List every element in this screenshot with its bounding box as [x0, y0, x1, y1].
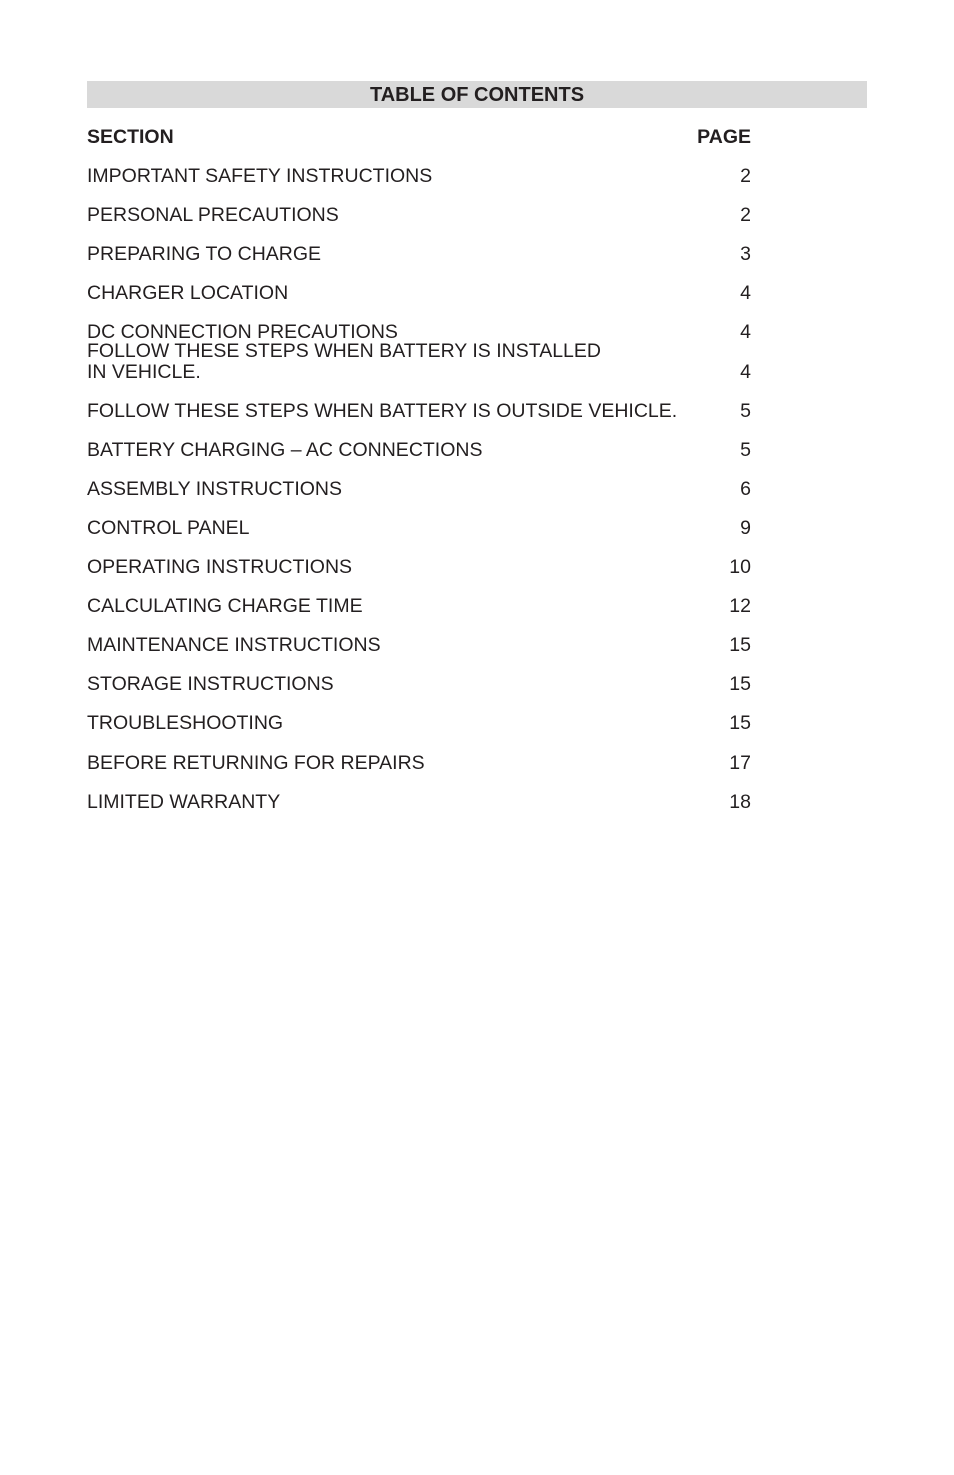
toc-entry[interactable] [87, 401, 751, 422]
toc-entry-section: PERSONAL PRECAUTIONS [87, 204, 339, 226]
toc-entry[interactable] [87, 713, 751, 734]
toc-entry-section: STORAGE INSTRUCTIONS [87, 673, 334, 695]
toc-entry[interactable] [87, 635, 751, 656]
toc-entry-page: 5 [740, 400, 751, 422]
toc-entry-section: CALCULATING CHARGE TIME [87, 595, 363, 617]
page-column-header: PAGE [697, 126, 751, 148]
toc-entry-page: 3 [740, 243, 751, 265]
toc-entry-page: 15 [729, 712, 751, 734]
toc-title: TABLE OF CONTENTS [87, 81, 867, 108]
toc-entry[interactable] [87, 596, 751, 617]
toc-entry[interactable] [87, 753, 751, 774]
toc-entry-section: MAINTENANCE INSTRUCTIONS [87, 634, 381, 656]
toc-entry[interactable] [87, 674, 751, 695]
toc-entry-section: FOLLOW THESE STEPS WHEN BATTERY IS OUTSIDE VEHICLE. [87, 400, 678, 422]
toc-entry[interactable] [87, 205, 751, 226]
toc-entry-page: 4 [740, 321, 751, 343]
toc-entry-page: 12 [729, 595, 751, 617]
toc-entry-section: ASSEMBLY INSTRUCTIONS [87, 478, 342, 500]
toc-entry-page: 6 [740, 478, 751, 500]
toc-entry-section: FOLLOW THESE STEPS WHEN BATTERY IS INSTALLED IN VEHICLE. [87, 340, 601, 383]
toc-entry-section: PREPARING TO CHARGE [87, 243, 322, 265]
section-column-header: SECTION [87, 126, 174, 148]
toc-entry-page: 9 [740, 517, 751, 539]
toc-entry[interactable] [87, 244, 751, 265]
toc-entry[interactable] [87, 341, 751, 383]
toc-entry-section: TROUBLESHOOTING [87, 712, 284, 734]
toc-entry-section: CHARGER LOCATION [87, 282, 289, 304]
toc-entry-page: 17 [729, 752, 751, 774]
toc-entry-section: DC CONNECTION PRECAUTIONS [87, 321, 398, 343]
toc-entry-page: 15 [729, 634, 751, 656]
toc-entry[interactable] [87, 166, 751, 187]
toc-entry-section: OPERATING INSTRUCTIONS [87, 556, 353, 578]
toc-entry-section: IMPORTANT SAFETY INSTRUCTIONS [87, 165, 433, 187]
toc-entry[interactable] [87, 792, 751, 813]
toc-entry-page: 2 [740, 165, 751, 187]
toc-entry[interactable] [87, 283, 751, 304]
toc-entry-section: CONTROL PANEL [87, 517, 250, 539]
toc-entry-section: LIMITED WARRANTY [87, 791, 281, 813]
toc-entry[interactable] [87, 518, 751, 539]
toc-entry-page: 2 [740, 204, 751, 226]
toc-entry-page: 15 [729, 673, 751, 695]
toc-entry-page: 18 [729, 791, 751, 813]
toc-entry-page: 4 [740, 361, 751, 383]
toc-entry-page: 5 [740, 439, 751, 461]
toc-entry-section: BATTERY CHARGING – AC CONNECTIONS [87, 439, 483, 461]
toc-entry[interactable] [87, 479, 751, 500]
toc-entry-page: 4 [740, 282, 751, 304]
toc-entry-page: 10 [729, 556, 751, 578]
toc-column-headers [87, 126, 751, 150]
toc-entry[interactable] [87, 440, 751, 461]
toc-entry-section: BEFORE RETURNING FOR REPAIRS [87, 752, 425, 774]
toc-entry[interactable] [87, 557, 751, 578]
